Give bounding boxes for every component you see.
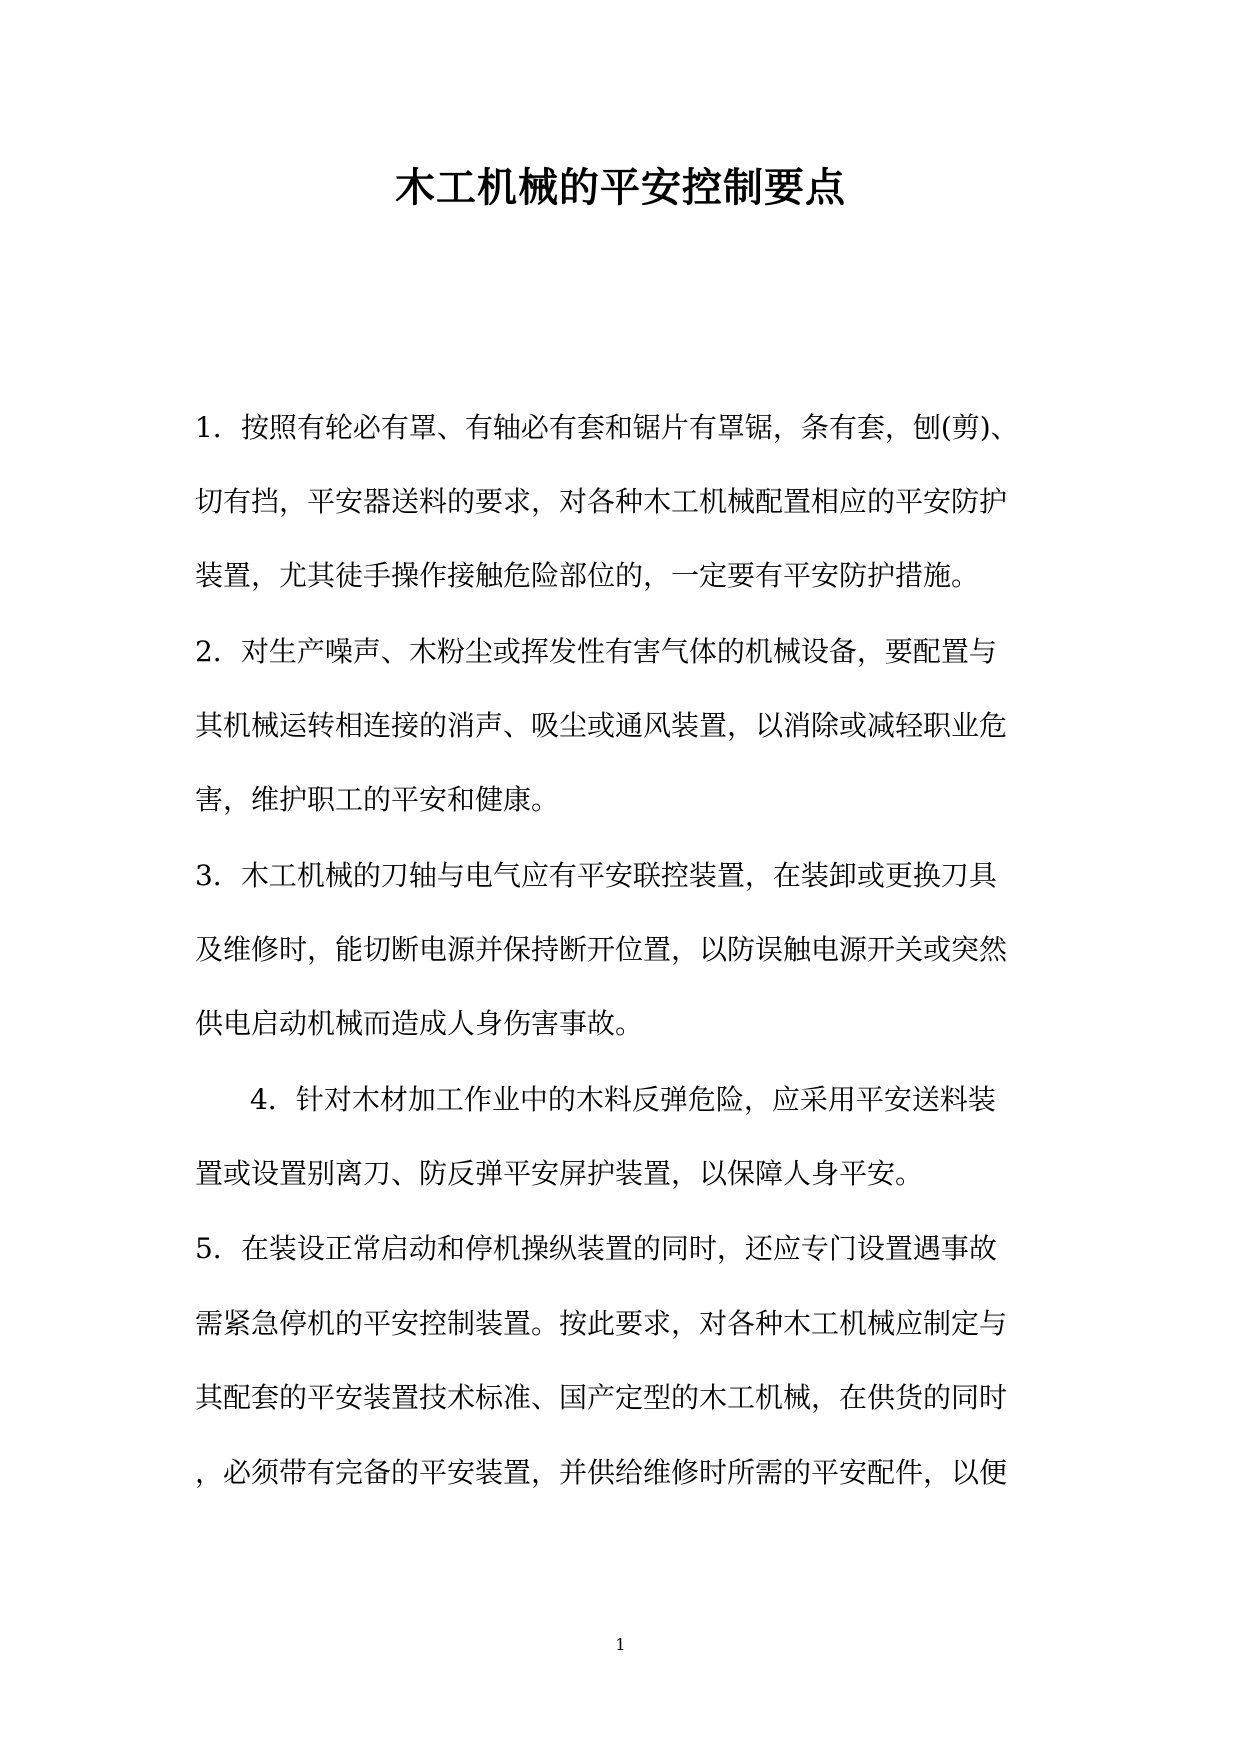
body-line: 5．在装设正常启动和停机操纵装置的同时，还应专门设置遇事故 <box>195 1232 997 1265</box>
document-title: 木工机械的平安控制要点 <box>395 164 846 211</box>
page-number: 1 <box>615 1635 626 1654</box>
body-line: 置或设置别离刀、防反弹平安屏护装置，以保障人身平安。 <box>195 1157 924 1190</box>
body-line: 1．按照有轮必有罩、有轴必有套和锯片有罩锯，条有套，刨(剪)、 <box>195 411 1019 444</box>
body-line: 3．木工机械的刀轴与电气应有平安联控装置，在装卸或更换刀具 <box>195 859 997 892</box>
body-line: 供电启动机械而造成人身伤害事故。 <box>195 1007 644 1040</box>
body-line: 其机械运转相连接的消声、吸尘或通风装置，以消除或减轻职业危 <box>195 709 1008 742</box>
body-line: 2．对生产噪声、木粉尘或挥发性有害气体的机械设备，要配置与 <box>195 635 997 668</box>
body-line: ，必须带有完备的平安装置，并供给维修时所需的平安配件，以便 <box>195 1456 1008 1489</box>
body-line: 切有挡，平安器送料的要求，对各种木工机械配置相应的平安防护 <box>195 485 1008 518</box>
body-line: 其配套的平安装置技术标准、国产定型的木工机械，在供货的同时 <box>195 1381 1008 1414</box>
body-line: 害，维护职工的平安和健康。 <box>195 783 560 816</box>
body-line: 4．针对木材加工作业中的木料反弹危险，应采用平安送料装 <box>250 1083 996 1116</box>
body-line: 需紧急停机的平安控制装置。按此要求，对各种木工机械应制定与 <box>195 1307 1008 1340</box>
body-line: 及维修时，能切断电源并保持断开位置，以防误触电源开关或突然 <box>195 933 1008 966</box>
body-line: 装置，尤其徒手操作接触危险部位的，一定要有平安防护措施。 <box>195 559 980 592</box>
